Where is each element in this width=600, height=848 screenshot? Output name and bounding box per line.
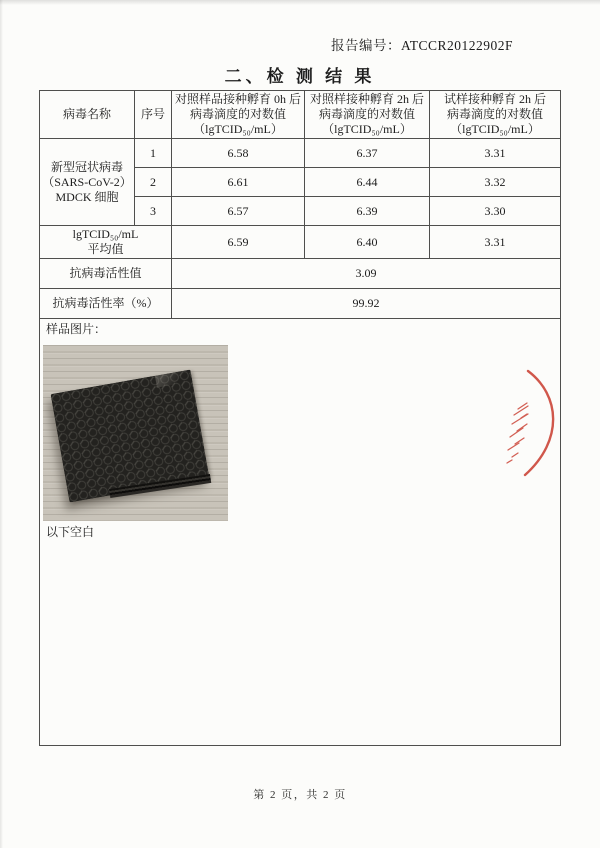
sample-image-cell: [40, 319, 561, 746]
average-value-cell: 6.40: [305, 226, 430, 259]
serial-cell: 1: [135, 139, 172, 168]
sample-image-label: 样品图片：: [46, 322, 107, 336]
average-value-cell: 3.31: [430, 226, 561, 259]
section-title: 二、检 测 结 果: [224, 67, 376, 86]
sample-photo: [43, 345, 228, 521]
table-header-row: [40, 91, 561, 139]
value-cell: 6.44: [305, 168, 430, 197]
average-label-cell: lgTCID₅₀/mL 平均值: [40, 226, 172, 259]
page-footer: 第 2 页，共 2 页: [253, 789, 347, 801]
value-cell: 6.37: [305, 139, 430, 168]
value-cell: 3.31: [430, 139, 561, 168]
antiviral-activity-value-label: 抗病毒活性值: [40, 259, 172, 289]
serial-cell: 2: [135, 168, 172, 197]
report-number-label: 报告编号：: [331, 38, 401, 53]
value-cell: 3.32: [430, 168, 561, 197]
value-cell: 6.61: [172, 168, 305, 197]
antiviral-activity-rate-row: [40, 289, 561, 319]
sample-image-row: [40, 319, 561, 746]
table-row: [40, 139, 561, 168]
value-cell: 3.30: [430, 197, 561, 226]
average-row: [40, 226, 561, 259]
col-header-virus-name: 病毒名称: [40, 91, 135, 139]
col-header-sample-2h: 试样接种孵育 2h 后 病毒滴度的对数值 （lgTCID₅₀/mL）: [430, 91, 561, 139]
col-header-serial-no: 序号: [135, 91, 172, 139]
antiviral-activity-rate: 99.92: [172, 289, 561, 319]
results-table: [39, 90, 561, 746]
average-value-cell: 6.59: [172, 226, 305, 259]
virus-name-cell: 新型冠状病毒 （SARS-CoV-2） MDCK 细胞: [40, 139, 135, 226]
report-number: [331, 34, 513, 54]
blank-below-note: 以下空白: [46, 525, 95, 539]
value-cell: 6.58: [172, 139, 305, 168]
value-cell: 6.57: [172, 197, 305, 226]
report-number-value: ATCCR20122902F: [401, 38, 514, 53]
fabric-swatch: [51, 370, 210, 503]
antiviral-activity-value: 3.09: [172, 259, 561, 289]
serial-cell: 3: [135, 197, 172, 226]
col-header-control-0h: 对照样品接种孵育 0h 后 病毒滴度的对数值 （lgTCID₅₀/mL）: [172, 91, 305, 139]
antiviral-activity-value-row: [40, 259, 561, 289]
value-cell: 6.39: [305, 197, 430, 226]
antiviral-activity-rate-label: 抗病毒活性率（%）: [40, 289, 172, 319]
col-header-control-2h: 对照样接种孵育 2h 后 病毒滴度的对数值 （lgTCID₅₀/mL）: [305, 91, 430, 139]
